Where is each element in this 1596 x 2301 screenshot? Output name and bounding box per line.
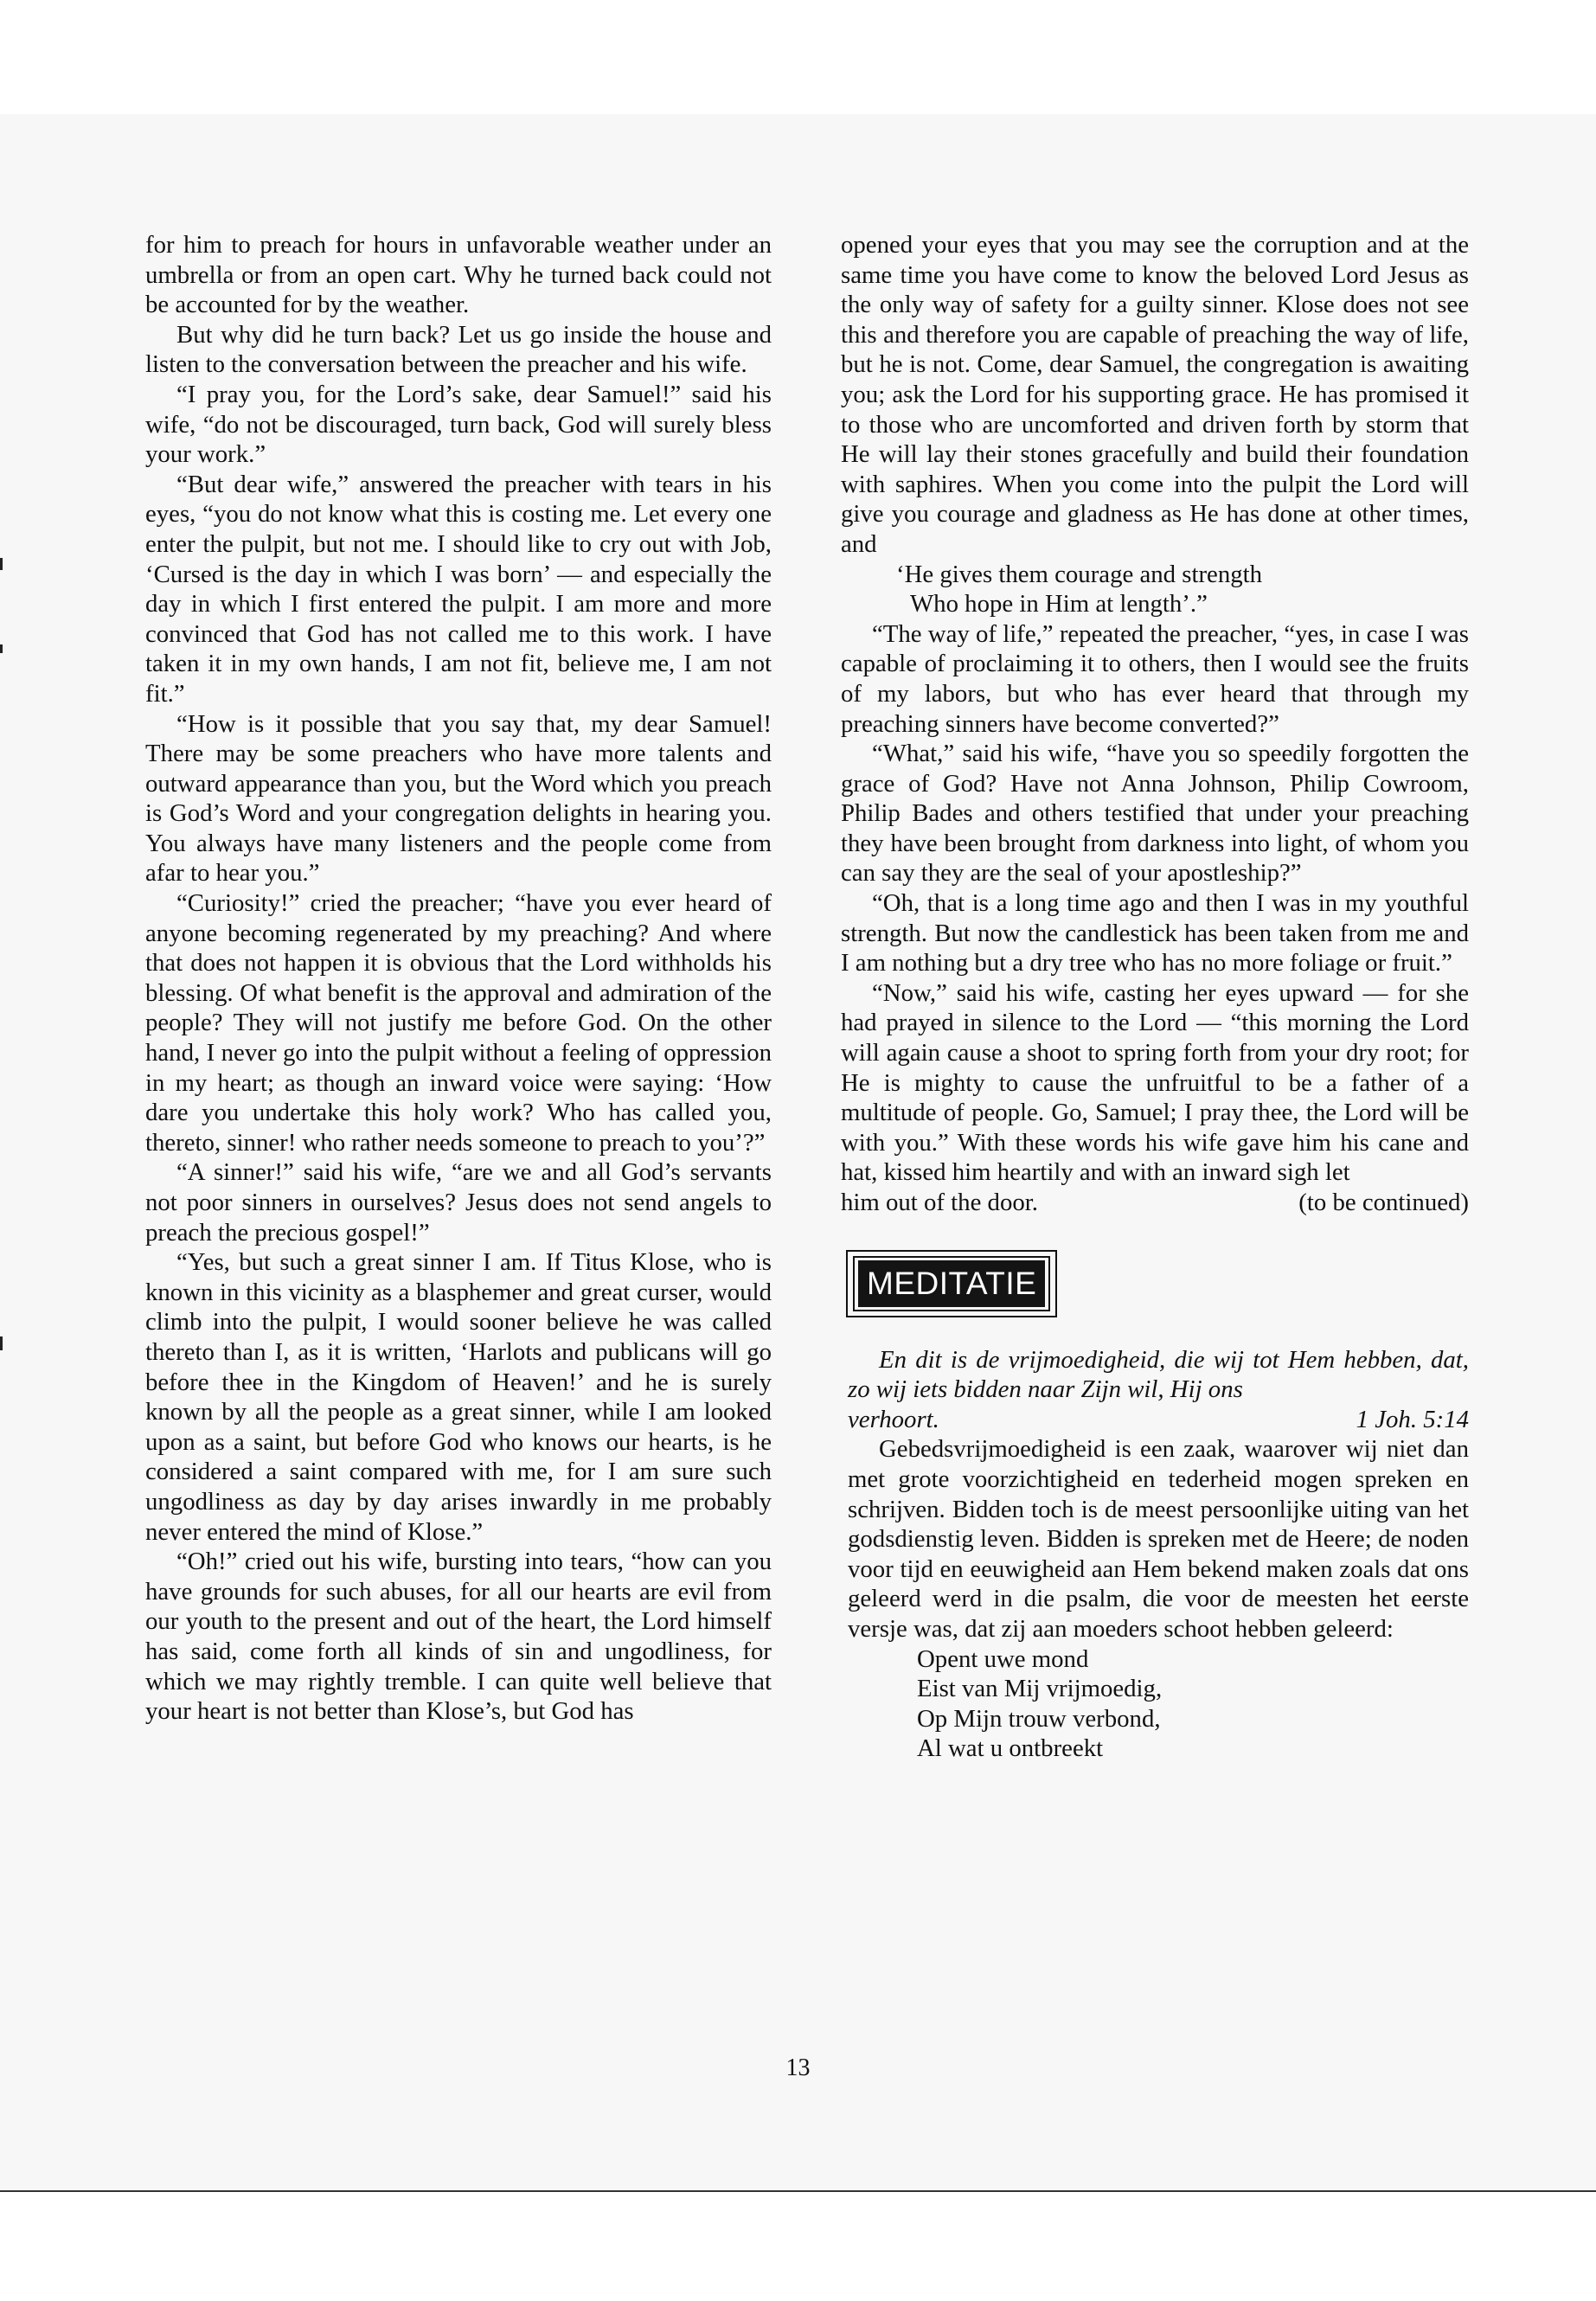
paragraph: “Now,” said his wife, casting her eyes upward — for she had prayed in silence to the Lord — “this morning the Lord will again cause a shoot to spring forth from your dry root; for He is mighty to cause the unfruitful to be a father of a multitude of people. Go, Samuel; I pray thee, the Lord will be with you.” With these words his wife gave him his cane and hat, kissed him heartily and with an inward sigh let — [841, 978, 1469, 1187]
paragraph: Gebedsvrijmoedigheid is een zaak, waarover wij niet dan met grote voorzichtigheid en tederheid mogen spreken en schrijven. Bidden toch is de meest persoonlijke uiting van het godsdienstig leven. Bidden is spreken met de Heere; de noden voor tijd en eeuwigheid aan Hem bekend maken zoals dat ons geleerd werd in die psalm, die voor de meesten het eerste versje was, dat zij aan moeders schoot hebben geleerd: — [848, 1435, 1469, 1643]
verse-line: Opent uwe mond — [917, 1644, 1089, 1673]
scripture-verse-end: verhoort. — [848, 1405, 939, 1433]
paragraph: “Oh!” cried out his wife, bursting into tears, “how can you have grounds for such abuses, for all our hearts are evil from our youth to the present and out of the heart, the Lord himself has said, come forth all kinds of sin and ungodliness, for which we may rightly tremble. I can quite well believe that your heart is not better than Klose’s, but God has — [145, 1548, 772, 1726]
paragraph: “Yes, but such a great sinner I am. If Titus Klose, who is known in this vicinity as a blasphemer and great curser, would climb into the pulpit, I would sooner believe he was called thereto than I, as it is written, ‘Harlots and publicans will go before thee in the Kingdom of Heaven!’ and he is surely known by all the people as a great sinner, while I am looked upon as a saint, but before God who knows our hearts, is he considered a saint compared with me, for I am sure such ungodliness as day by day arises inwardly in me probably never entered the mind of Klose.” — [145, 1248, 772, 1546]
scripture-reference-line — [848, 1405, 1469, 1435]
paragraph: “The way of life,” repeated the preacher, “yes, in case I was capable of proclaiming it to others, then I would see the fruits of my labors, but who has ever heard that through my preaching sinners have become converted?” — [841, 619, 1469, 738]
left-column — [145, 230, 772, 1727]
verse-line: Op Mijn trouw verbond, — [917, 1704, 1161, 1733]
verse-line: Al wat u ontbreekt — [917, 1734, 1104, 1763]
meditatie-heading-box — [846, 1250, 1057, 1317]
paragraph: “How is it possible that you say that, my dear Samuel! There may be some preachers who have more talents and outward appearance than you, but the Word which you preach is God’s Word and your congregation delights in hearing you. You always have many listeners and the people come from afar to hear you.” — [145, 709, 772, 888]
continued-note: (to be continued) — [1298, 1189, 1469, 1216]
paragraph: “I pray you, for the Lord’s sake, dear Samuel!” said his wife, “do not be discouraged, turn back, God will surely bless your work.” — [145, 380, 772, 469]
meditatie-badge: MEDITATIE — [858, 1260, 1045, 1307]
psalm-verse — [848, 1644, 1469, 1764]
scripture-verse: En dit is de vrijmoedigheid, die wij tot Hem hebben, dat, zo wij iets bidden naar Zijn wil, Hij ons — [848, 1345, 1469, 1404]
paragraph: “Oh, that is a long time ago and then I was in my youthful strength. But now the candlestick has been taken from me and I am nothing but a dry tree who has no more foliage or fruit.” — [841, 889, 1469, 977]
paragraph: “Curiosity!” cried the preacher; “have you ever heard of anyone becoming regenerated by my preaching? And where that does not happen it is obvious that the Lord withholds his blessing. Of what benefit is the approval and admiration of the people? They will not justify me before God. On the other hand, I never go into the pulpit without a feeling of oppression in my heart; as though an inward voice were saying: ‘How dare you undertake this holy work? Who has called you, thereto, sinner! who rather needs someone to preach to you’?” — [145, 889, 772, 1157]
verse-line: Who hope in Him at length’.” — [910, 590, 1208, 619]
verse-line: Eist van Mij vrijmoedig, — [917, 1675, 1163, 1703]
binding-edge-mark — [0, 558, 3, 570]
page-number: 13 — [785, 2054, 811, 2081]
paragraph: “But dear wife,” answered the preacher with tears in his eyes, “you do not know what this is costing me. Let every one enter the pulpit, but not me. I should like to cry out with Job, ‘Cursed is the day in which I was born’ — and especially the day in which I first entered the pulpit. I am more and more convinced that God has not called me to this work. I have taken it in my own hands, I am not fit, believe me, I am not fit.” — [145, 470, 772, 708]
paragraph: “A sinner!” said his wife, “are we and all God’s servants not poor sinners in ourselves? Jesus does not send angels to preach the precious gospel!” — [145, 1158, 772, 1247]
scripture-reference: 1 Joh. 5:14 — [1356, 1405, 1469, 1433]
paragraph: for him to preach for hours in unfavorable weather under an umbrella or from an open cart. Why he turned back could not be accounted for by the weather. — [145, 231, 772, 319]
meditatie-heading-frame — [853, 1256, 1050, 1311]
verse-line: ‘He gives them courage and strength — [896, 560, 1263, 588]
closing-line — [841, 1188, 1469, 1218]
paragraph: But why did he turn back? Let us go inside the house and listen to the conversation between the preacher and his wife. — [145, 320, 772, 379]
quoted-verse — [841, 560, 1469, 619]
binding-edge-mark — [0, 1336, 3, 1350]
paragraph: “What,” said his wife, “have you so speedily forgotten the grace of God? Have not Anna Johnson, Philip Cowroom, Philip Bades and others testified that under your preaching they have been brought from darkness into light, of whom you can say they are the seal of your apostleship?” — [841, 740, 1469, 888]
paragraph: opened your eyes that you may see the corruption and at the same time you have come to know the beloved Lord Jesus as the only way of safety for a guilty sinner. Klose does not see this and therefore you are capable of preaching the way of life, but he is not. Come, dear Samuel, the congregation is awaiting you; ask the Lord for his supporting grace. He has promised it to those who are uncomforted and driven forth by storm that He will lay their stones gracefully and build their foundation with saphires. When you come into the pulpit the Lord will give you courage and gladness as He has done at other times, and — [841, 231, 1469, 558]
meditatie-section — [841, 1345, 1469, 1764]
closing-text: him out of the door. — [841, 1189, 1038, 1216]
binding-edge-mark — [0, 644, 3, 653]
right-column — [841, 230, 1469, 1764]
